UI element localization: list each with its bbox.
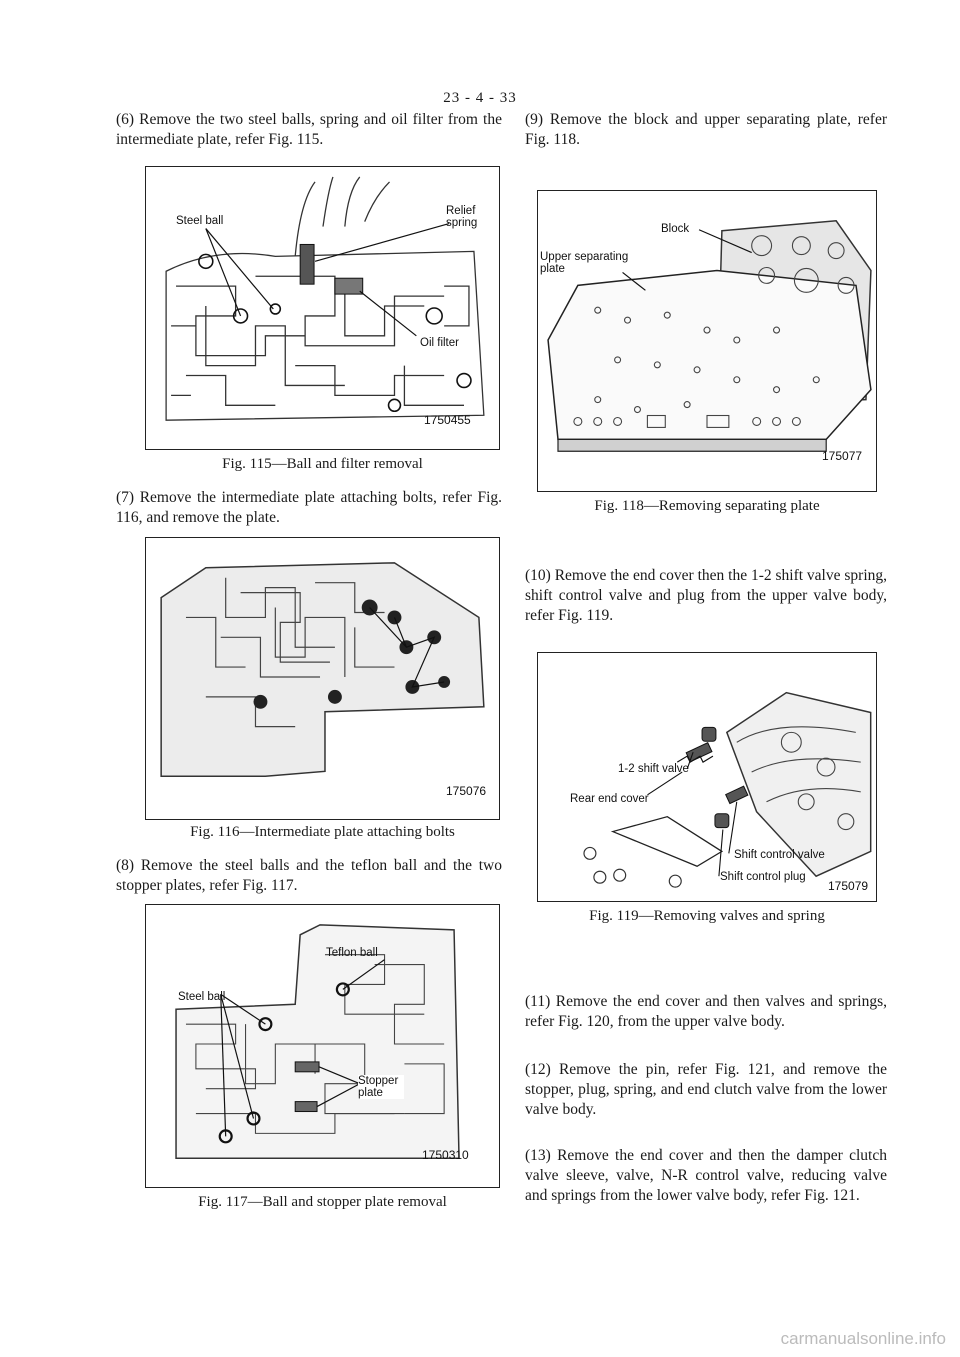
page-number: 23 - 4 - 33 [443, 90, 517, 106]
step-10-paragraph: (10) Remove the end cover then the 1-2 shift valve spring, shift control valve and plug from the upper valve body, refer Fig. 119. [525, 567, 887, 624]
figure-118-caption: Fig. 118—Removing separating plate [594, 498, 820, 514]
steel-ball-label: Steel ball [178, 991, 226, 1003]
step-9-paragraph: (9) Remove the block and upper separating plate, refer Fig. 118. [525, 111, 887, 148]
figure-119-code: 175079 [828, 879, 869, 893]
step-7-paragraph: (7) Remove the intermediate plate attaching bolts, refer Fig. 116, and remove the plate. [116, 489, 502, 526]
figure-118 [537, 190, 877, 492]
figure-119-caption: Fig. 119—Removing valves and spring [589, 908, 825, 924]
upper-separating-plate-label: Upper separating plate [540, 251, 629, 275]
block-label: Block [661, 223, 690, 235]
figure-116-code: 175076 [446, 784, 487, 798]
figure-119-illustration [538, 653, 876, 901]
figure-117 [145, 904, 500, 1188]
figure-115-caption: Fig. 115—Ball and filter removal [222, 456, 423, 472]
steel-ball-label: Steel ball [176, 215, 224, 227]
step-11-paragraph: (11) Remove the end cover and then valves and springs, refer Fig. 120, from the upper valve body. [525, 993, 887, 1030]
relief-spring-label: Relief spring [446, 205, 478, 229]
step-13-paragraph: (13) Remove the end cover and then the damper clutch valve sleeve, valve, N-R control valve, reducing valve and springs from the lower valve body, refer Fig. 121. [525, 1147, 887, 1204]
one-two-shift-valve-label: 1-2 shift valve [618, 763, 689, 775]
figure-118-code: 175077 [822, 449, 863, 463]
shift-control-valve-label: Shift control valve [734, 849, 825, 861]
figure-115 [145, 166, 500, 450]
figure-116 [145, 537, 500, 820]
step-12-paragraph: (12) Remove the pin, refer Fig. 121, and remove the stopper, plug, spring, and end clutch valve from the lower valve body. [525, 1061, 887, 1118]
figure-116-illustration [146, 538, 499, 819]
teflon-ball-label: Teflon ball [326, 947, 378, 959]
oil-filter-label: Oil filter [420, 337, 459, 349]
figure-115-code: 1750455 [424, 413, 471, 427]
rear-end-cover-label: Rear end cover [570, 793, 649, 805]
shift-control-plug-label: Shift control plug [720, 871, 806, 883]
figure-116-caption: Fig. 116—Intermediate plate attaching bolts [190, 824, 455, 840]
step-8-paragraph: (8) Remove the steel balls and the teflon ball and the two stopper plates, refer Fig. 117. [116, 857, 502, 894]
figure-117-caption: Fig. 117—Ball and stopper plate removal [198, 1194, 447, 1210]
figure-119 [537, 652, 877, 902]
stopper-plate-label: Stopper plate [358, 1075, 404, 1099]
step-6-paragraph: (6) Remove the two steel balls, spring and oil filter from the intermediate plate, refer Fig. 115. [116, 111, 502, 148]
figure-118-illustration [538, 191, 876, 491]
figure-117-illustration [146, 905, 499, 1187]
footer-watermark: carmanualsonline.info [780, 1329, 946, 1348]
figure-117-code: 1750310 [422, 1148, 469, 1162]
